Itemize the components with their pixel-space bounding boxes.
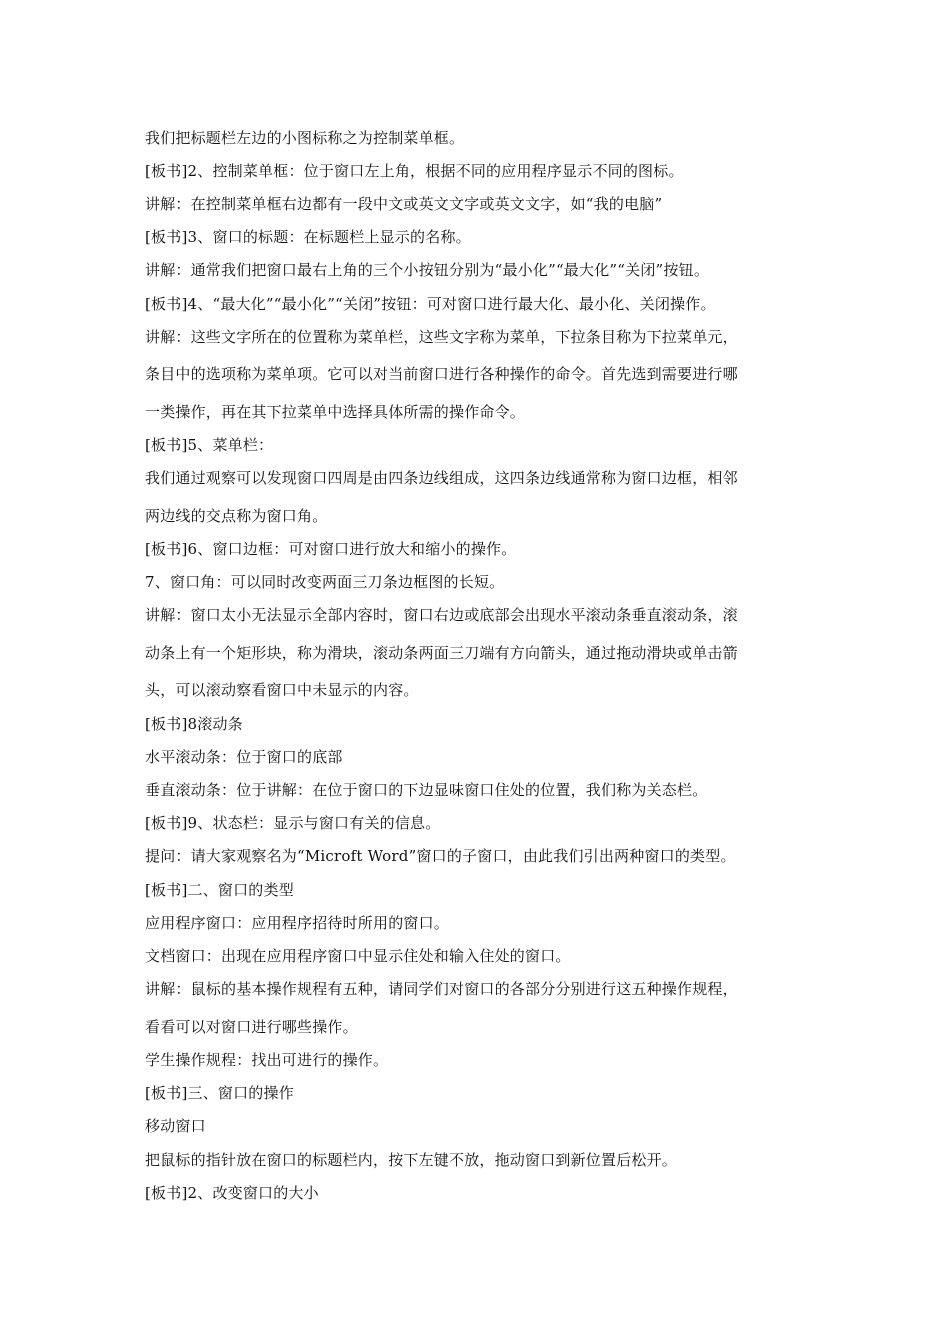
text-line: [板书]4、“最大化”“最小化”“关闭”按钮：可对窗口进行最大化、最小化、关闭操作。	[145, 295, 716, 313]
text-line: 7、窗口角：可以同时改变两面三刀条边框图的长短。	[145, 573, 505, 591]
text-line: 一类操作，再在其下拉菜单中选择具体所需的操作命令。	[145, 403, 526, 421]
text-line: [板书]3、窗口的标题：在标题栏上显示的名称。	[145, 228, 471, 246]
text-line: [板书]5、菜单栏：	[145, 436, 274, 454]
text-line: 应用程序窗口：应用程序招待时所用的窗口。	[145, 914, 450, 932]
text-line: 我们通过观察可以发现窗口四周是由四条边线组成，这四条边线通常称为窗口边框，相邻	[145, 469, 738, 487]
text-line: 看看可以对窗口进行哪些操作。	[145, 1018, 358, 1036]
text-line: [板书]2、控制菜单框：位于窗口左上角，根据不同的应用程序显示不同的图标。	[145, 162, 684, 180]
text-line: 条目中的选项称为菜单项。它可以对当前窗口进行各种操作的命令。首先选到需要进行哪	[145, 365, 738, 383]
text-line: [板书]9、状态栏：显示与窗口有关的信息。	[145, 814, 441, 832]
text-line: 动条上有一个矩形块，称为滑块，滚动条两面三刀端有方向箭头，通过拖动滑块或单击箭	[145, 644, 738, 662]
text-line: 文档窗口：出现在应用程序窗口中显示住处和输入住处的窗口。	[145, 947, 571, 965]
text-line: 移动窗口	[145, 1117, 206, 1135]
text-line: 讲解：这些文字所在的位置称为菜单栏，这些文字称为菜单，下拉条目称为下拉菜单元，	[145, 328, 738, 346]
text-line: 讲解：在控制菜单框右边都有一段中文或英文文字或英文文字，如“我的电脑”	[145, 195, 663, 213]
text-line: 讲解：鼠标的基本操作规程有五种，请同学们对窗口的各部分分别进行这五种操作规程，	[145, 980, 738, 998]
text-line: 学生操作规程：找出可进行的操作。	[145, 1051, 389, 1069]
text-line: 垂直滚动条：位于讲解：在位于窗口的下边显味窗口住处的位置，我们称为关态栏。	[145, 781, 708, 799]
text-line: 提问：请大家观察名为“Microft Word”窗口的子窗口，由此我们引出两种窗口的类型。	[145, 847, 736, 865]
text-line: 两边线的交点称为窗口角。	[145, 507, 328, 525]
text-line: [板书]三、窗口的操作	[145, 1084, 294, 1102]
text-line: 我们把标题栏左边的小图标称之为控制菜单框。	[145, 129, 465, 147]
text-line: [板书]二、窗口的类型	[145, 881, 294, 899]
text-line: 讲解：窗口太小无法显示全部内容时，窗口右边或底部会出现水平滚动条垂直滚动条，滚	[145, 606, 738, 624]
text-line: 讲解：通常我们把窗口最右上角的三个小按钮分别为“最小化”“最大化”“关闭”按钮。	[145, 261, 710, 279]
text-line: 水平滚动条：位于窗口的底部	[145, 748, 343, 766]
text-line: 头，可以滚动察看窗口中未显示的内容。	[145, 681, 419, 699]
text-line: [板书]6、窗口边框：可对窗口进行放大和缩小的操作。	[145, 540, 517, 558]
text-line: [板书]8滚动条	[145, 715, 243, 733]
text-line: 把鼠标的指针放在窗口的标题栏内，按下左键不放，拖动窗口到新位置后松开。	[145, 1151, 678, 1169]
text-line: [板书]2、改变窗口的大小	[145, 1184, 319, 1202]
